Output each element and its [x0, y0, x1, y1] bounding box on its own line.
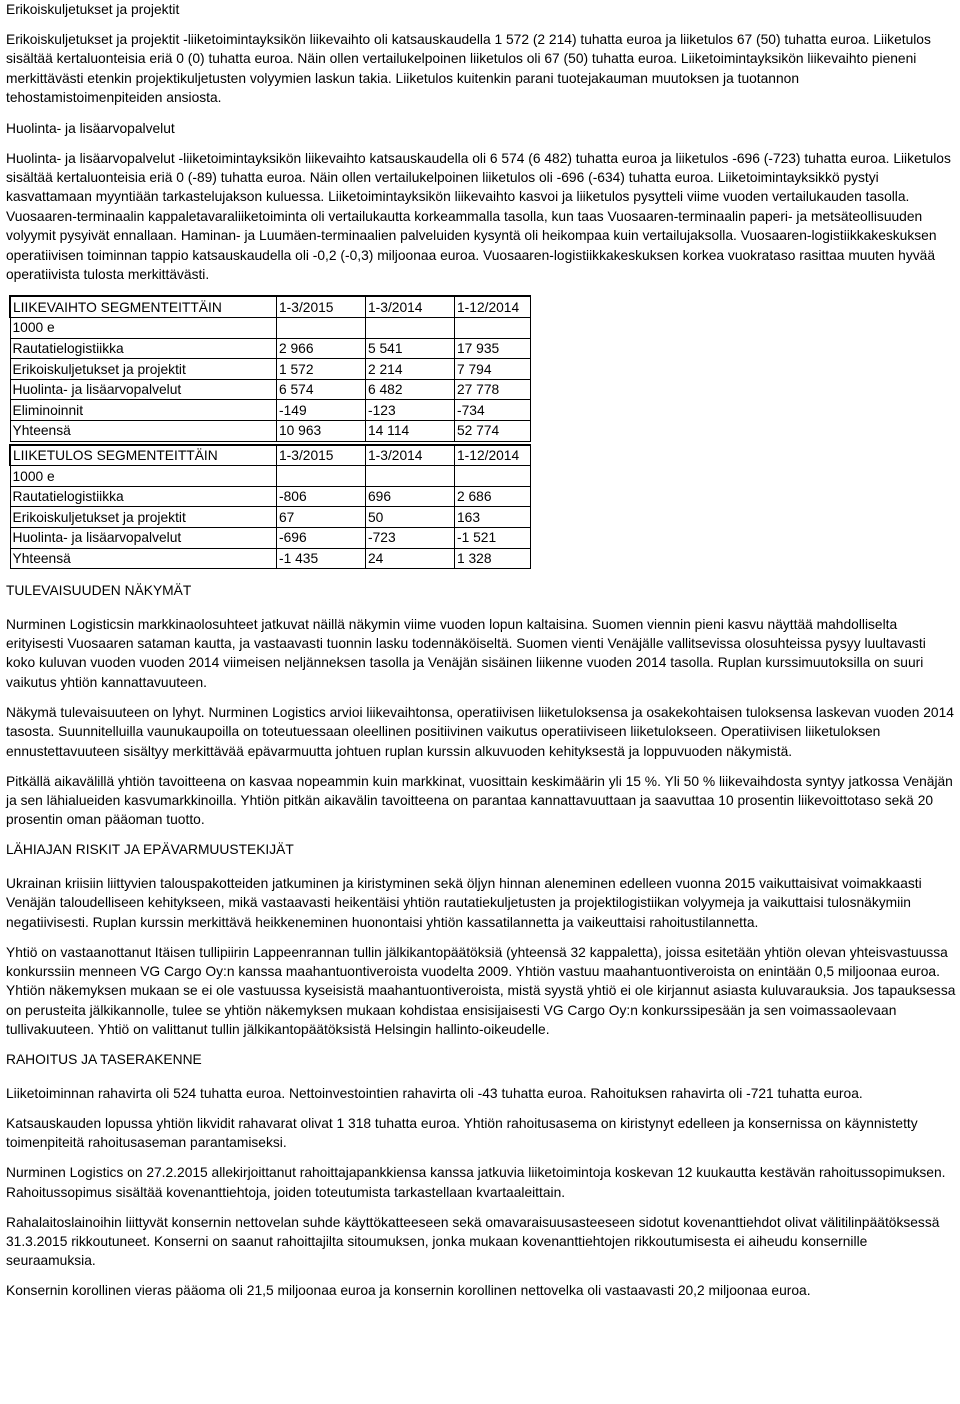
table-header-cell: 1-3/2015 — [277, 296, 366, 317]
table-cell: 17 935 — [455, 338, 531, 359]
table-header-row — [10, 445, 531, 466]
table-row — [10, 379, 531, 400]
table-cell: Erikoiskuljetukset ja projektit — [10, 359, 277, 380]
table-cell: -1 435 — [277, 548, 366, 569]
table-header-cell: LIIKETULOS SEGMENTEITTÄIN — [10, 445, 277, 466]
paragraph-outlook-3: Pitkällä aikavälillä yhtiön tavoitteena on kasvaa nopeammin kuin markkinat, vuosittain keskimäärin yli 15 %. Yli 50 % liikevaihdosta syntyy jatkossa Venäjän ja sen lähialueiden kasvumarkkinoilla. Yhtiön pitkän aikavälin tavoitteena on parantaa kannattavuuttaan ja saavuttaa 10 prosentin liikevoittotaso sekä 20 prosentin oman pääoman tuotto. — [6, 773, 953, 828]
table-row — [10, 359, 531, 380]
table-cell: 1 328 — [455, 548, 531, 569]
heading-risks: LÄHIAJAN RISKIT JA EPÄVARMUUSTEKIJÄT — [6, 842, 294, 858]
table-cell: -696 — [277, 528, 366, 549]
report-page — [6, 0, 956, 1301]
heading-financing: RAHOITUS JA TASERAKENNE — [6, 1052, 202, 1068]
table-cell: -123 — [366, 400, 455, 421]
paragraph-erikoiskuljetukset: Erikoiskuljetukset ja projektit -liiketoimintayksikön liikevaihto oli katsauskaudella 1 572 (2 214) tuhatta euroa ja liiketulos 67 (50) tuhatta euroa. Liiketulos sisältää kertaluonteisia eriä 0 (0) tuhatta euroa. Näin ollen vertailukelpoinen liiketulos oli 67 (50) tuhatta euroa. Liiketoimintayksikön liikevaihto pieneni merkittävästi etenkin projektikuljetusten volyymien laskun takia. Liiketulos kuitenkin parani tuotejakauman muutoksen ja tuotannon tehostamistoimenpiteiden ansiosta. — [6, 32, 931, 106]
table-cell: Rautatielogistiikka — [10, 486, 277, 507]
table-cell: 5 541 — [366, 338, 455, 359]
table-header-cell: 1-3/2015 — [277, 445, 366, 466]
table-header-cell: 1-12/2014 — [455, 296, 531, 317]
table-cell: -1 521 — [455, 528, 531, 549]
table-unit-row — [10, 318, 531, 339]
table-cell: 163 — [455, 507, 531, 528]
result-by-segment-table — [9, 444, 531, 570]
table-cell: 696 — [366, 486, 455, 507]
table-cell: 14 114 — [366, 421, 455, 442]
table-cell: 24 — [366, 548, 455, 569]
paragraph-huolinta: Huolinta- ja lisäarvopalvelut -liiketoimintayksikön liikevaihto katsauskaudella oli 6 574 (6 482) tuhatta euroa ja liiketulos -696 (-723) tuhatta euroa. Liiketulos sisältää kertaluonteisia eriä 0 (-89) tuhatta euroa. Näin ollen vertailukelpoinen liiketulos oli -696 (-634) tuhatta euroa. Liiketoimintayksikkö pystyi kasvattamaan myyntiään tarkastelujakson kuluessa. Liiketoimintayksikön liikevaihto kasvoi ja liiketulos pysytteli viime vuoden vertailukauden tasolla. Vuosaaren-terminaalin kappaletavaraliiketoiminta oli vertailukautta korkeammalla tasolla, kun taas Vuosaaren-terminaalin paperi- ja metsäteollisuuden volyymit pysyivät ennallaan. Haminan- ja Luumäen-terminaalien palveluiden kysyntä oli heikompaa kuin vertailujaksolla. Vuosaaren-logistiikkakeskuksen operatiivisen toiminnan tappio katsauskaudella oli -0,2 (-0,3) miljoonaa euroa. Vuosaaren-logistiikkakeskuksen korkea vuokrataso rasittaa muuten hyvää operatiivista tulosta merkittävästi. — [6, 150, 951, 283]
table-cell: Rautatielogistiikka — [10, 338, 277, 359]
table-cell: -149 — [277, 400, 366, 421]
paragraph-financing-2: Katsauskauden lopussa yhtiön likvidit rahavarat olivat 1 318 tuhatta euroa. Yhtiön rahoitusasema on kiristynyt edelleen ja konsernissa on käynnistetty toimenpiteitä rahoitusaseman parantamiseksi. — [6, 1115, 918, 1151]
table-cell: Erikoiskuljetukset ja projektit — [10, 507, 277, 528]
table-cell: 2 686 — [455, 486, 531, 507]
table-cell: 6 574 — [277, 379, 366, 400]
table-unit-cell: 1000 e — [10, 318, 277, 339]
table-cell: 1 572 — [277, 359, 366, 380]
revenue-by-segment-table — [9, 295, 531, 441]
paragraph-financing-5: Konsernin korollinen vieras pääoma oli 21,5 miljoonaa euroa ja konsernin korollinen nettovelka oli vastaavasti 20,2 miljoonaa euroa. — [6, 1283, 811, 1299]
paragraph-outlook-1: Nurminen Logisticsin markkinaolosuhteet jatkuvat näillä näkymin viime vuoden lopun kaltaisina. Suomen viennin pieni kasvu näyttää mahdolliselta erityisesti Vuosaaren sataman kautta, ja vastaavasti tuonnin lasku todennäköiseltä. Suomen vienti Venäjälle vallitsevissa olosuhteissa pysyy luultavasti koko kuluvan vuoden vuoden 2014 viimeisen neljänneksen tasolla ja Venäjän sisäinen liikenne vuoden 2014 tasolla. Ruplan kurssimuutoksilla on suuri vaikutus yhtiön kannattavuuteen. — [6, 616, 926, 690]
table-cell: 7 794 — [455, 359, 531, 380]
table-header-cell: 1-12/2014 — [455, 445, 531, 466]
table-cell: -806 — [277, 486, 366, 507]
table-header-cell: 1-3/2014 — [366, 296, 455, 317]
heading-erikoiskuljetukset: Erikoiskuljetukset ja projektit — [6, 2, 180, 17]
table-header-cell: LIIKEVAIHTO SEGMENTEITTÄIN — [10, 296, 277, 317]
paragraph-financing-1: Liiketoiminnan rahavirta oli 524 tuhatta euroa. Nettoinvestointien rahavirta oli -43 tuhatta euroa. Rahoituksen rahavirta oli -721 tuhatta euroa. — [6, 1085, 863, 1101]
table-row — [10, 338, 531, 359]
table-header-cell: 1-3/2014 — [366, 445, 455, 466]
paragraph-financing-3: Nurminen Logistics on 27.2.2015 allekirjoittanut rahoittajapankkiensa kanssa jatkuvia liiketoimintoja koskevan 12 kuukautta kestävän rahoitussopimuksen. Rahoitussopimus sisältää kovenanttiehtoja, joiden toteutumista tarkastellaan kvartaaleittain. — [6, 1165, 946, 1200]
table-cell: -723 — [366, 528, 455, 549]
table-cell: Eliminoinnit — [10, 400, 277, 421]
table-header-row — [10, 296, 531, 317]
paragraph-financing-4: Rahalaitoslainoihin liittyvät konsernin nettovelan suhde käyttökatteeseen sekä omavaraisuusasteeseen sidotut kovenanttiehdot olivat välitilinpäätöksessä 31.3.2015 rikkoutuneet. Konserni on saanut rahoittajilta sitoumuksen, jonka mukaan kovenanttiehtojen rikkoutumisesta ei aiheudu konsernille seuraamuksia. — [6, 1214, 940, 1269]
table-cell: 67 — [277, 507, 366, 528]
table-cell: 50 — [366, 507, 455, 528]
paragraph-risks-2: Yhtiö on vastaanottanut Itäisen tullipiirin Lappeenrannan tullin jälkikantopäätöksiä (yhteensä 32 kappaletta), joissa esitetään yhtiön olevan yhteisvastuussa konkurssiin menneen VG Cargo Oy:n kanssa maahantuontiveroista vuodelta 2009. Yhtiön vastuu maahantuontiveroista on enintään 0,5 miljoonaa euroa. Yhtiön näkemyksen mukaan se ei ole vastuussa kyseisistä maahantuontiveroista, mistä syystä yhtiö ei ole kirjannut asiasta kuluvarauksia. Jos tapauksessa on perusteita jälkikannolle, tulee se yhtiön näkemyksen mukaan kohdistaa ensisijaisesti VG Cargo Oy:n konkurssipesään ja sen voimassaolevaan tullivakuuteen. Yhtiö on valittanut tullin jälkikantopäätöksistä Helsingin hallinto-oikeudelle. — [6, 944, 956, 1038]
table-row — [10, 400, 531, 421]
table-cell: 6 482 — [366, 379, 455, 400]
heading-huolinta: Huolinta- ja lisäarvopalvelut — [6, 120, 175, 136]
table-row — [10, 528, 531, 549]
table-cell: 2 214 — [366, 359, 455, 380]
table-cell: Huolinta- ja lisäarvopalvelut — [10, 379, 277, 400]
table-cell: 27 778 — [455, 379, 531, 400]
table-cell: 52 774 — [455, 421, 531, 442]
heading-outlook: TULEVAISUUDEN NÄKYMÄT — [6, 583, 192, 599]
table-row — [10, 486, 531, 507]
table-cell: 2 966 — [277, 338, 366, 359]
paragraph-risks-1: Ukrainan kriisiin liittyvien talouspakotteiden jatkuminen ja kiristyminen sekä öljyn hinnan aleneminen edelleen vuonna 2015 vaikuttaisivat voimakkaasti Venäjän taloudelliseen kehitykseen, mikä vastaavasti heikentäisi yhtiön rautatiekuljetusten ja projektilogistiikan volyymeja ja vaikuttaisi tulosnäkymiin negatiivisesti. Ruplan kurssin merkittävä heikkeneminen huonontaisi yhtiön kassatilannetta ja vaikeuttaisi rahoitustilannetta. — [6, 875, 922, 930]
table-cell: Huolinta- ja lisäarvopalvelut — [10, 528, 277, 549]
table-cell: Yhteensä — [10, 421, 277, 442]
table-row-total — [10, 548, 531, 569]
paragraph-outlook-2: Näkymä tulevaisuuteen on lyhyt. Nurminen Logistics arvioi liikevaihtonsa, operatiivisen liiketuloksensa ja osakekohtaisen tuloksensa laskevan vuoden 2014 tasosta. Suunnitelluilla vaunukaupoilla on toteutuessaan oleellinen positiivinen vaikutus operatiiviseen liiketulokseen. Operatiivisen liiketuloksen ennustettavuuteen sisältyy merkittävää epävarmuutta johtuen ruplan kurssin alkuvuoden kehityksestä ja loppuvuoden näkymistä. — [6, 704, 954, 759]
table-cell: -734 — [455, 400, 531, 421]
table-cell: 10 963 — [277, 421, 366, 442]
table-row — [10, 507, 531, 528]
table-cell: Yhteensä — [10, 548, 277, 569]
table-unit-row — [10, 466, 531, 487]
table-unit-cell: 1000 e — [10, 466, 277, 487]
table-row-total — [10, 421, 531, 442]
